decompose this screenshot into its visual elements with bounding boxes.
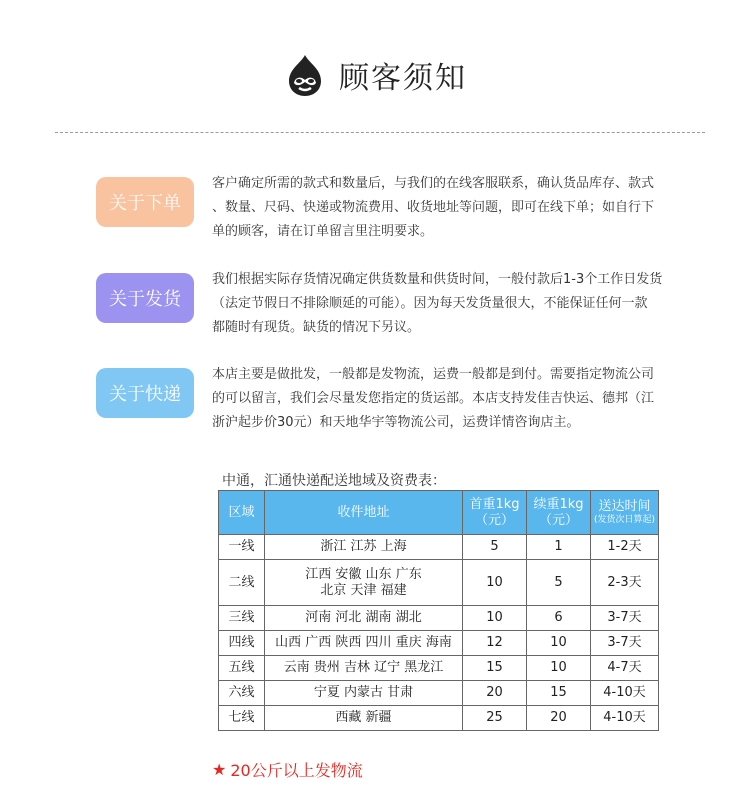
- table-row: 二线 江西 安徽 山东 广东 北京 天津 福建 10 5 2-3天: [219, 560, 659, 606]
- notice-express-text: 本店主要是做批发，一般都是发物流，运费一般都是到付。需要指定物流公司 的可以留言，我们会尽量发您指定的货运部。本店支持发佳吉快运、德邦（江 浙沪起步价30元）和天地华宇等物流公司，运费详情咨询店主。: [212, 367, 655, 430]
- page-title: 顾客须知: [339, 61, 467, 96]
- badge-shipping: 关于发货: [96, 273, 194, 323]
- badge-ordering: 关于下单: [96, 177, 194, 227]
- table-header-row: [219, 491, 659, 535]
- drupal-drop-icon: [283, 53, 327, 97]
- header-address: 收件地址: [265, 491, 463, 535]
- footnote: [212, 758, 363, 781]
- table-row: 三线 河南 河北 湖南 湖北 10 6 3-7天: [219, 606, 659, 631]
- table-row: 一线 浙江 江苏 上海 5 1 1-2天: [219, 535, 659, 560]
- star-icon: ★: [212, 760, 227, 779]
- header-first-weight: 首重1kg （元）: [463, 491, 527, 535]
- table-row: 六线 宁夏 内蒙古 甘肃 20 15 4-10天: [219, 681, 659, 706]
- footnote-text: 20公斤以上发物流: [230, 761, 363, 780]
- shipping-rate-table: [218, 490, 659, 731]
- table-caption: 中通，汇通快递配送地域及资费表：: [222, 473, 446, 489]
- notice-shipping-text: 我们根据实际存货情况确定供货数量和供货时间，一般付款后1-3个工作日发货 （法定节假日不排除顺延的可能）。因为每天发货量很大，不能保证任何一款 都随时有现货。缺货的情况下另议。: [212, 272, 663, 335]
- notice-ordering-text: 客户确定所需的款式和数量后，与我们的在线客服联系，确认货品库存、款式 、数量、尺码、快递或物流费用、收货地址等问题，即可在线下单；如自行下 单的顾客，请在订单留言里注明要求。: [212, 176, 655, 239]
- badge-express: 关于快递: [96, 368, 194, 418]
- header-extra-weight: 续重1kg （元）: [527, 491, 591, 535]
- dashed-divider: [55, 132, 705, 133]
- table-row: 五线 云南 贵州 吉林 辽宁 黑龙江 15 10 4-7天: [219, 656, 659, 681]
- table-row: 四线 山西 广西 陕西 四川 重庆 海南 12 10 3-7天: [219, 631, 659, 656]
- header-delivery-time: 送达时间 (发货次日算起): [591, 491, 659, 535]
- page-header: [0, 50, 750, 100]
- table-row: 七线 西藏 新疆 25 20 4-10天: [219, 706, 659, 731]
- header-zone: 区域: [219, 491, 265, 535]
